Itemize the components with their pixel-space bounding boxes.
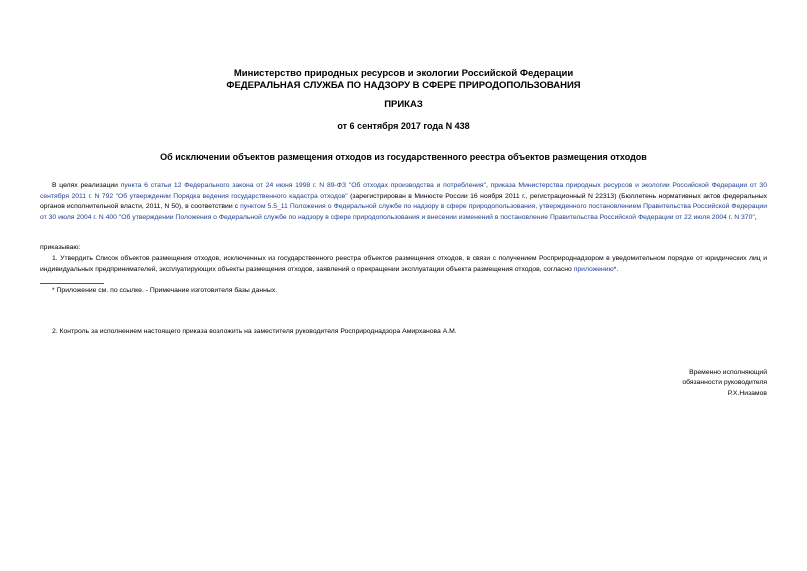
preamble-text-3: (зарегистрирован в Минюсте России 16 ноября 2011 г., регистрационный N 22313) (Бюллетень нормативных актов федеральных органов исполнительной власти, 2011, N 50), в соответствии с bbox=[40, 192, 767, 211]
document-subject: Об исключении объектов размещения отходов из государственного реестра объектов размещения отходов bbox=[160, 152, 647, 162]
ministry-name: Министерство природных ресурсов и экологии Российской Федерации bbox=[233, 68, 574, 79]
footnote-divider bbox=[40, 283, 104, 284]
footnote: * Приложение см. по ссылке. - Примечание изготовителя базы данных. bbox=[52, 287, 278, 294]
preamble-text-1: В целях реализации bbox=[52, 182, 121, 189]
document-date: от 6 сентября 2017 года N 438 bbox=[337, 121, 470, 131]
item-1-end: *. bbox=[613, 265, 619, 273]
order-word: приказываю: bbox=[40, 244, 81, 251]
signature-line-1: Временно исполняющий bbox=[689, 369, 767, 376]
preamble-text-2: , bbox=[486, 182, 491, 189]
regulation-link[interactable]: пунктом 5.5_11 Положения о Федеральной службе по надзору в сфере природопользования, утвержденного постановлением Правительства Российской Федерации от 30 июля 2004 г. N 400 "Об утверждении Положения о Федеральной службе по надзору в сфере природопользования и внесении изменений в постановление Правительства Российской Федерации от 22 июля 2004 г. N 370" bbox=[40, 203, 767, 221]
item-2-paragraph: 2. Контроль за исполнением настоящего приказа возложить на заместителя руководителя Росприроднадзора Амирханова А.М. bbox=[52, 328, 457, 335]
signature-line-2: обязанности руководителя bbox=[682, 379, 767, 387]
document-header bbox=[0, 68, 807, 92]
service-name: ФЕДЕРАЛЬНАЯ СЛУЖБА ПО НАДЗОРУ В СФЕРЕ ПРИРОДОПОЛЬЗОВАНИЯ bbox=[226, 80, 581, 91]
law-link[interactable]: пункта 6 статьи 12 Федерального закона от 24 июня 1998 г. N 89-ФЗ "Об отходах производства и потребления" bbox=[120, 182, 487, 189]
preamble-text-4: , bbox=[754, 213, 757, 221]
item-1-paragraph bbox=[40, 254, 767, 275]
item-1-text: 1. Утвердить Список объектов размещения отходов, исключенных из государственного реестра объектов размещения отходов, в связи с получением Росприроднадзором в уведомительном порядке от юридических лиц и индивидуальных предпринимателей, эксплуатирующих объекты размещения отходов, заявлений о прекращении эксплуатации объекта размещения отходов, согласно bbox=[40, 255, 767, 273]
preamble-paragraph bbox=[40, 181, 767, 223]
ministry-order-link[interactable]: приказа Министерства природных ресурсов и экологии Российской Федерации от 30 сентября 2011 г. N 792 "Об утверждении Порядка ведения государственного кадастра отходов" bbox=[40, 182, 767, 200]
document-type: ПРИКАЗ bbox=[384, 99, 423, 110]
appendix-link[interactable]: приложению bbox=[573, 265, 614, 273]
signature-block bbox=[682, 368, 767, 399]
signature-name: Р.Х.Низамов bbox=[727, 389, 767, 397]
